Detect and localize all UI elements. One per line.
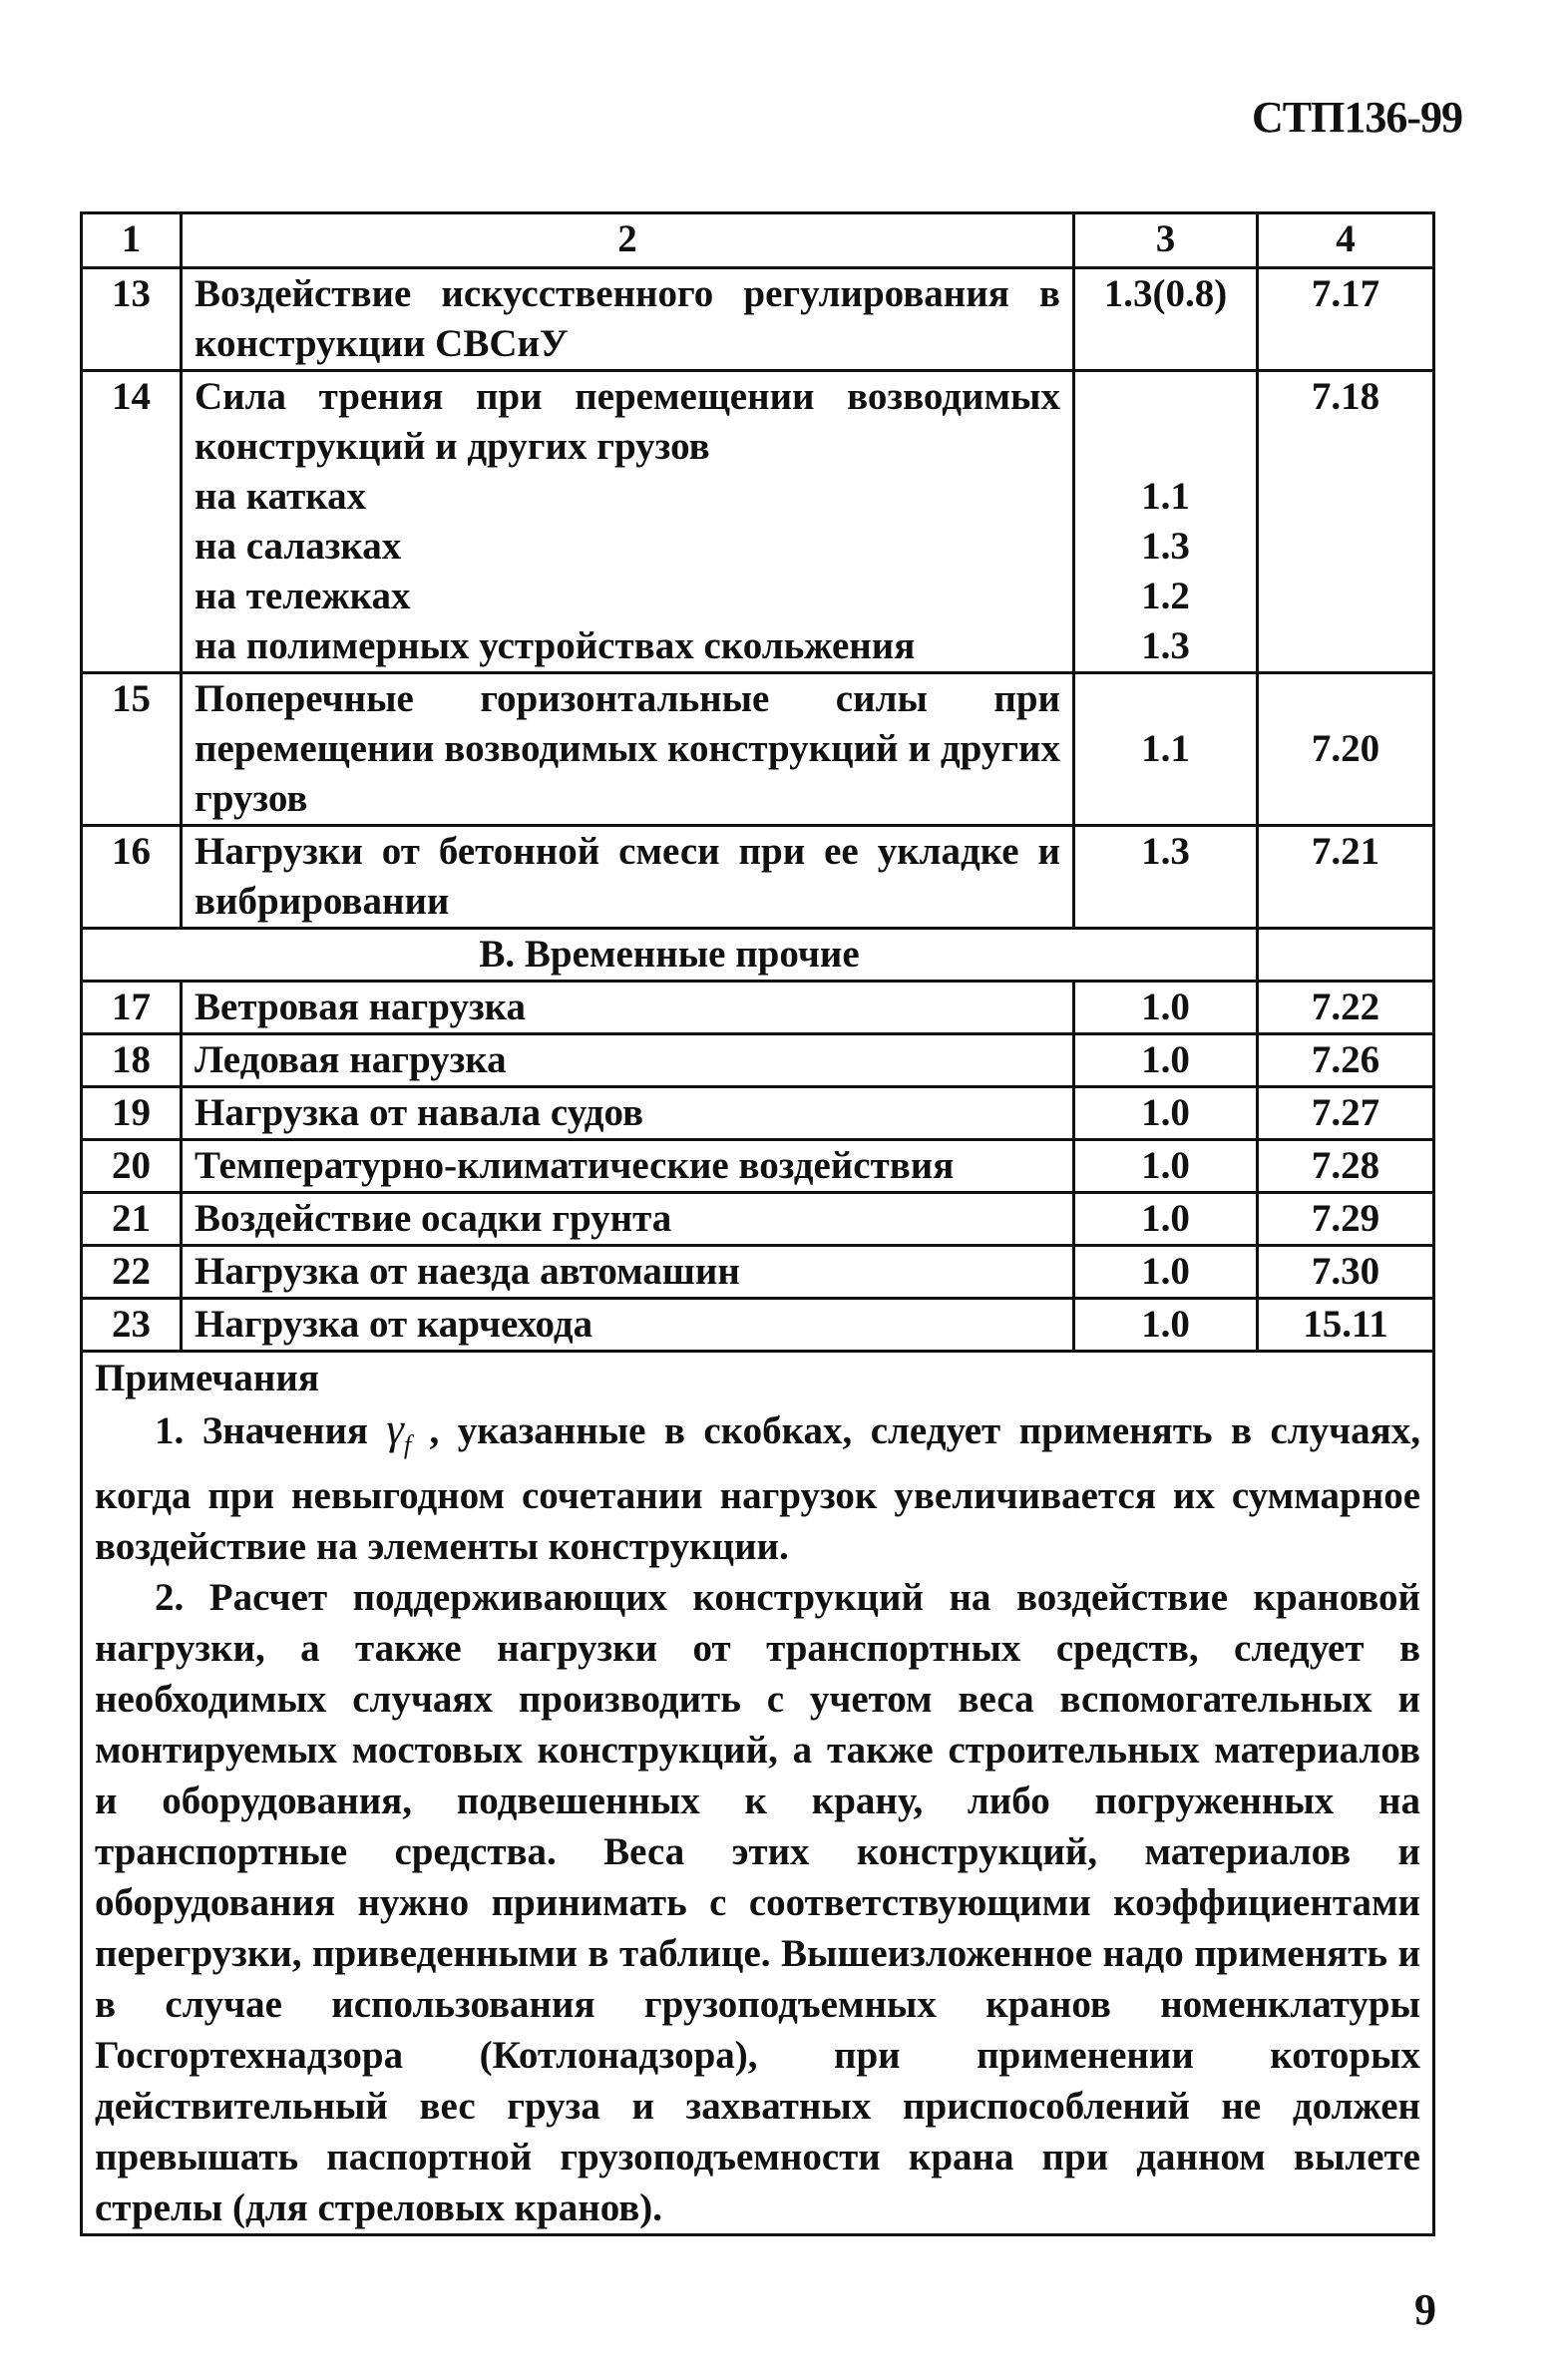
clause-reference: 7.22 <box>1258 982 1434 1034</box>
row-number: 14 <box>82 371 182 673</box>
load-name: Нагрузка от карчехода <box>182 1299 1074 1352</box>
row-number: 16 <box>82 826 182 929</box>
notes-title: Примечания <box>95 1357 319 1399</box>
load-name: Ледовая нагрузка <box>182 1034 1074 1087</box>
clause-reference: 7.21 <box>1258 826 1434 929</box>
load-name: Нагрузка от наезда автомашин <box>182 1246 1074 1299</box>
clause-reference: 7.28 <box>1258 1140 1434 1193</box>
clause-reference: 7.26 <box>1258 1034 1434 1087</box>
load-subitem: на катках <box>195 475 367 518</box>
gamma-f-symbol <box>386 1404 412 1459</box>
clause-reference: 7.20 <box>1258 673 1434 826</box>
load-coefficient: 1.0 <box>1074 982 1258 1034</box>
subitem-coefficient: 1.3 <box>1141 624 1190 667</box>
gamma-subscript: f <box>403 1429 412 1459</box>
clause-reference: 7.17 <box>1258 268 1434 371</box>
load-name: Воздействие искусственного регулирования в конструкции СВСиУ <box>182 268 1074 371</box>
empty-cell <box>1258 929 1434 982</box>
column-header: 1 <box>82 213 182 268</box>
load-coefficient: 1.0 <box>1074 1140 1258 1193</box>
table-row <box>82 268 1434 371</box>
row-number: 17 <box>82 982 182 1034</box>
section-title: В. Временные прочие <box>82 929 1258 982</box>
load-name <box>182 371 1074 673</box>
load-name: Нагрузки от бетонной смеси при ее укладке и вибрировании <box>182 826 1074 929</box>
load-name: Температурно-климатические воздействия <box>182 1140 1074 1193</box>
load-coefficient: 1.0 <box>1074 1193 1258 1246</box>
notes-cell <box>82 1352 1434 2235</box>
clause-reference: 7.18 <box>1258 371 1434 673</box>
subitem-coefficient: 1.2 <box>1141 575 1190 617</box>
load-coefficient <box>1074 371 1258 673</box>
table-row <box>82 1140 1434 1193</box>
column-header: 4 <box>1258 213 1434 268</box>
note-1-start: 1. Значения <box>155 1409 387 1452</box>
load-name: Поперечные горизонтальные силы при перемещении возводимых конструкций и других грузов <box>182 673 1074 826</box>
page-number: 9 <box>1414 2285 1436 2334</box>
table-row <box>82 982 1434 1034</box>
gamma-letter: γ <box>386 1404 404 1453</box>
table-row <box>82 1087 1434 1140</box>
column-header: 3 <box>1074 213 1258 268</box>
load-coefficient: 1.3 <box>1074 826 1258 929</box>
clause-reference: 7.30 <box>1258 1246 1434 1299</box>
load-coefficient: 1.1 <box>1074 673 1258 826</box>
subitem-coefficient: 1.1 <box>1141 475 1190 518</box>
table-header-row <box>82 213 1434 268</box>
table-row <box>82 673 1434 826</box>
table-row <box>82 1246 1434 1299</box>
note-1-end: , указанные в скобках, следует применять в случаях, когда при невыгодном сочетании нагрузок увеличивается их суммарное воздействие на элементы конструкции. <box>95 1409 1420 1568</box>
row-number: 19 <box>82 1087 182 1140</box>
load-subitem: на тележках <box>195 575 411 617</box>
clause-reference: 7.27 <box>1258 1087 1434 1140</box>
row-number: 18 <box>82 1034 182 1087</box>
table-row <box>82 826 1434 929</box>
table-row <box>82 1034 1434 1087</box>
column-header: 2 <box>182 213 1074 268</box>
load-coefficient: 1.3(0.8) <box>1074 268 1258 371</box>
table-row <box>82 1299 1434 1352</box>
load-coefficient: 1.0 <box>1074 1087 1258 1140</box>
load-coefficient: 1.0 <box>1074 1246 1258 1299</box>
note-1 <box>95 1403 1420 1572</box>
row-number: 15 <box>82 673 182 826</box>
subitem-coefficient: 1.3 <box>1141 525 1190 568</box>
coef-spacer <box>1087 372 1244 472</box>
load-name: Воздействие осадки грунта <box>182 1193 1074 1246</box>
row-number: 23 <box>82 1299 182 1352</box>
load-name-main: Сила трения при перемещении возводимых конструкций и других грузов <box>195 375 1060 468</box>
row-number: 13 <box>82 268 182 371</box>
table-row <box>82 371 1434 673</box>
document-code: СТП136-99 <box>1252 93 1462 142</box>
clause-reference: 15.11 <box>1258 1299 1434 1352</box>
clause-reference: 7.29 <box>1258 1193 1434 1246</box>
load-coefficient: 1.0 <box>1074 1034 1258 1087</box>
row-number: 22 <box>82 1246 182 1299</box>
loads-table <box>80 211 1435 2236</box>
table-row <box>82 1193 1434 1246</box>
row-number: 21 <box>82 1193 182 1246</box>
load-name: Ветровая нагрузка <box>182 982 1074 1034</box>
load-subitem: на салазках <box>195 525 402 568</box>
row-number: 20 <box>82 1140 182 1193</box>
load-subitem: на полимерных устройствах скольжения <box>195 624 916 667</box>
section-row <box>82 929 1434 982</box>
notes-row <box>82 1352 1434 2235</box>
load-coefficient: 1.0 <box>1074 1299 1258 1352</box>
load-name: Нагрузка от навала судов <box>182 1087 1074 1140</box>
note-2: 2. Расчет поддерживающих конструкций на воздействие крановой нагрузки, а также нагрузки от транспортных средств, следует в необходимых случаях производить с учетом веса вспомогательных и монтируемых мостовых конструкций, а также строительных материалов и оборудования, подвешенных к крану, либо погруженных на транспортные средства. Веса этих конструкций, материалов и оборудования нужно принимать с соответствующими коэффициентами перегрузки, приведенными в таблице. Вышеизложенное надо применять и в случае использования грузоподъемных кранов номенклатуры Госгортехнадзора (Котлонадзора), при применении которых действительный вес груза и захватных приспособлений не должен превышать паспортной грузоподъемности крана при данном вылете стрелы (для стреловых кранов). <box>95 1575 1420 2229</box>
